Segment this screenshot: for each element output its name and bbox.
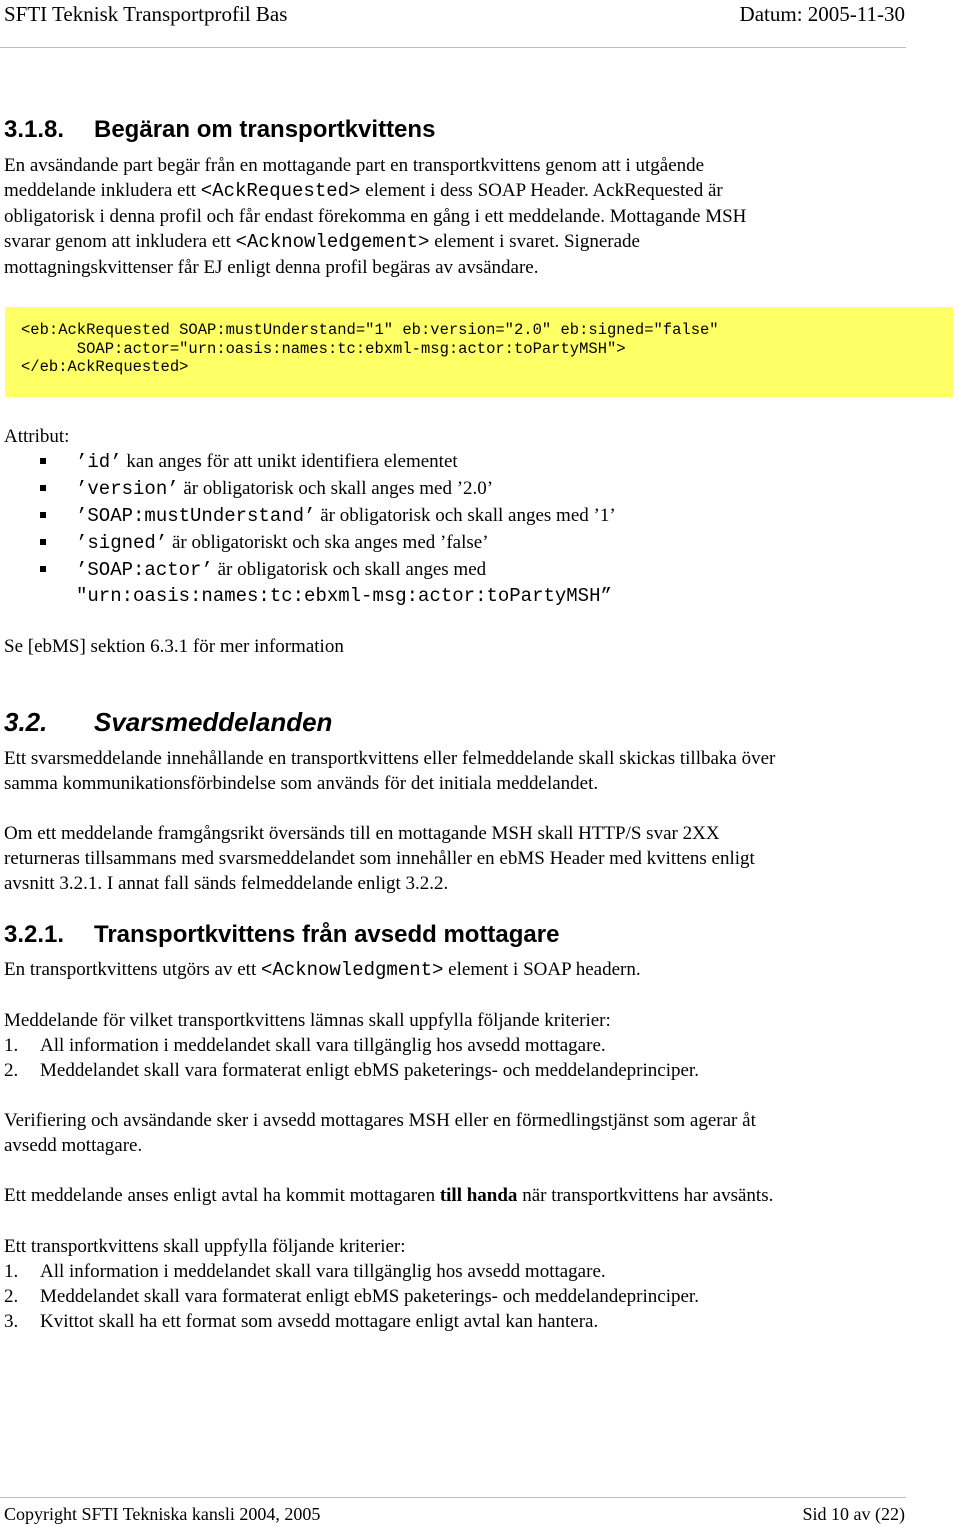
list-item (4, 1058, 904, 1083)
list-number: 3. (4, 1311, 19, 1332)
criteria-list-1 (4, 1008, 904, 1083)
actor-value: "urn:oasis:names:tc:ebxml-msg:actor:toPartyMSH” (76, 585, 612, 607)
para-text: svarar genom att inkludera ett (4, 231, 236, 252)
attribute-text: kan anges för att unikt identifiera elementet (121, 451, 458, 472)
list-text: Meddelandet skall vara formaterat enligt ebMS paketerings- och meddelandeprinciper. (40, 1286, 699, 1307)
criteria-intro: Meddelande för vilket transportkvittens lämnas skall uppfylla följande kriterier: (4, 1010, 611, 1031)
section-32-number: 3.2. (4, 707, 48, 737)
bullet-icon (40, 485, 46, 491)
section-32-paragraph-1 (4, 746, 904, 796)
inline-code: <AckRequested> (200, 180, 361, 202)
attribute-text: är obligatorisk och skall anges med ’2.0’ (178, 478, 494, 499)
section-321-number: 3.2.1. (4, 921, 65, 948)
section-318-heading (4, 116, 435, 144)
para-line (4, 229, 904, 255)
attribute-code: ’SOAP:actor’ (76, 559, 213, 581)
para-text: när transportkvittens har avsänts. (517, 1185, 774, 1206)
emphasis: till handa (439, 1185, 518, 1206)
list-item (4, 1259, 904, 1284)
list-item (4, 1309, 904, 1334)
commit-paragraph (4, 1183, 904, 1208)
para-text: meddelande inkludera ett (4, 180, 201, 201)
bullet-icon (40, 566, 46, 572)
para-line: obligatorisk i denna profil och får endast förekomma en gång i ett meddelande. Mottagande MSH (4, 206, 747, 227)
bullet-icon (40, 512, 46, 518)
para-text: Ett meddelande anses enligt avtal ha kommit mottagaren (4, 1185, 440, 1206)
code-line: <eb:AckRequested SOAP:mustUnderstand="1" eb:version="2.0" eb:signed="false" (21, 321, 719, 339)
section-318-paragraph (4, 153, 904, 280)
section-32-heading (4, 707, 332, 738)
section-32-title: Svarsmeddelanden (94, 707, 333, 737)
para-line: mottagningskvittenser får EJ enligt denna profil begäras av avsändare. (4, 257, 539, 278)
footer-copyright: Copyright SFTI Tekniska kansli 2004, 2005 (4, 1504, 321, 1524)
inline-code: <Acknowledgement> (235, 231, 430, 253)
para-line (4, 178, 904, 204)
header-date: Datum: 2005-11-30 (739, 2, 905, 26)
para-text: element i SOAP headern. (443, 959, 641, 980)
verification-paragraph (4, 1108, 904, 1158)
para-line: returneras tillsammans med svarsmeddelandet som innehåller en ebMS Header med kvittens enligt (4, 848, 755, 869)
footer-rule (0, 1497, 906, 1498)
attribute-code: ’SOAP:mustUnderstand’ (76, 505, 316, 527)
attribute-code: ’signed’ (76, 532, 168, 554)
para-line: En avsändande part begär från en mottagande part en transportkvittens genom att i utgående (4, 155, 705, 176)
para-line: Om ett meddelande framgångsrikt översänds till en mottagande MSH skall HTTP/S svar 2XX (4, 823, 720, 844)
para-line: Ett svarsmeddelande innehållande en transportkvittens eller felmeddelande skall skickas tillbaka över (4, 748, 776, 769)
attribute-text: är obligatoriskt och ska anges med ’false’ (167, 532, 489, 553)
code-line: SOAP:actor="urn:oasis:names:tc:ebxml-msg:actor:toPartyMSH"> (21, 339, 626, 358)
section-321-paragraph-1 (4, 957, 904, 983)
attribute-code: ’version’ (76, 478, 179, 500)
section-321-heading (4, 921, 559, 949)
footer-page-number: Sid 10 av (22) (802, 1504, 905, 1524)
para-text: element i dess SOAP Header. AckRequested är (360, 180, 723, 201)
para-line: Verifiering och avsändande sker i avsedd mottagares MSH eller en förmedlingstjänst som agerar åt (4, 1110, 756, 1131)
list-number: 1. (4, 1035, 19, 1056)
list-number: 2. (4, 1286, 19, 1307)
list-text: Kvittot skall ha ett format som avsedd mottagare enligt avtal kan hantera. (40, 1311, 599, 1332)
list-text: Meddelandet skall vara formaterat enligt ebMS paketerings- och meddelandeprinciper. (40, 1060, 699, 1081)
attribute-text: är obligatorisk och skall anges med (212, 559, 487, 580)
code-line: </eb:AckRequested> (21, 358, 189, 376)
para-text: En transportkvittens utgörs av ett (4, 959, 261, 980)
criteria-intro: Ett transportkvittens skall uppfylla följande kriterier: (4, 1236, 406, 1257)
section-318-number: 3.1.8. (4, 116, 65, 143)
list-text: All information i meddelandet skall vara tillgänglig hos avsedd mottagare. (40, 1035, 606, 1056)
header-rule (0, 47, 906, 48)
para-line (4, 957, 904, 983)
list-item (4, 1284, 904, 1309)
para-line (4, 1183, 904, 1208)
inline-code: <Acknowledgment> (260, 959, 444, 981)
para-line: samma kommunikationsförbindelse som används för det initiala meddelandet. (4, 773, 599, 794)
section-318-title: Begäran om transportkvittens (94, 116, 436, 143)
attribute-code: ’id’ (76, 451, 122, 473)
para-text: element i svaret. Signerade (429, 231, 640, 252)
para-line: avsedd mottagare. (4, 1135, 143, 1156)
para-line: avsnitt 3.2.1. I annat fall sänds felmeddelande enligt 3.2.2. (4, 873, 449, 894)
attributes-label: Attribut: (4, 426, 70, 447)
section-32-paragraph-2 (4, 821, 904, 896)
header-title: SFTI Teknisk Transportprofil Bas (4, 2, 288, 26)
code-block (5, 307, 953, 397)
bullet-icon (40, 458, 46, 464)
criteria-list-2 (4, 1234, 904, 1334)
list-number: 1. (4, 1261, 19, 1282)
list-text: All information i meddelandet skall vara tillgänglig hos avsedd mottagare. (40, 1261, 606, 1282)
see-reference: Se [ebMS] sektion 6.3.1 för mer information (4, 636, 344, 657)
bullet-icon (40, 539, 46, 545)
section-321-title: Transportkvittens från avsedd mottagare (94, 921, 560, 948)
list-number: 2. (4, 1060, 19, 1081)
attribute-text: är obligatorisk och skall anges med ’1’ (315, 505, 616, 526)
list-item (4, 1033, 904, 1058)
